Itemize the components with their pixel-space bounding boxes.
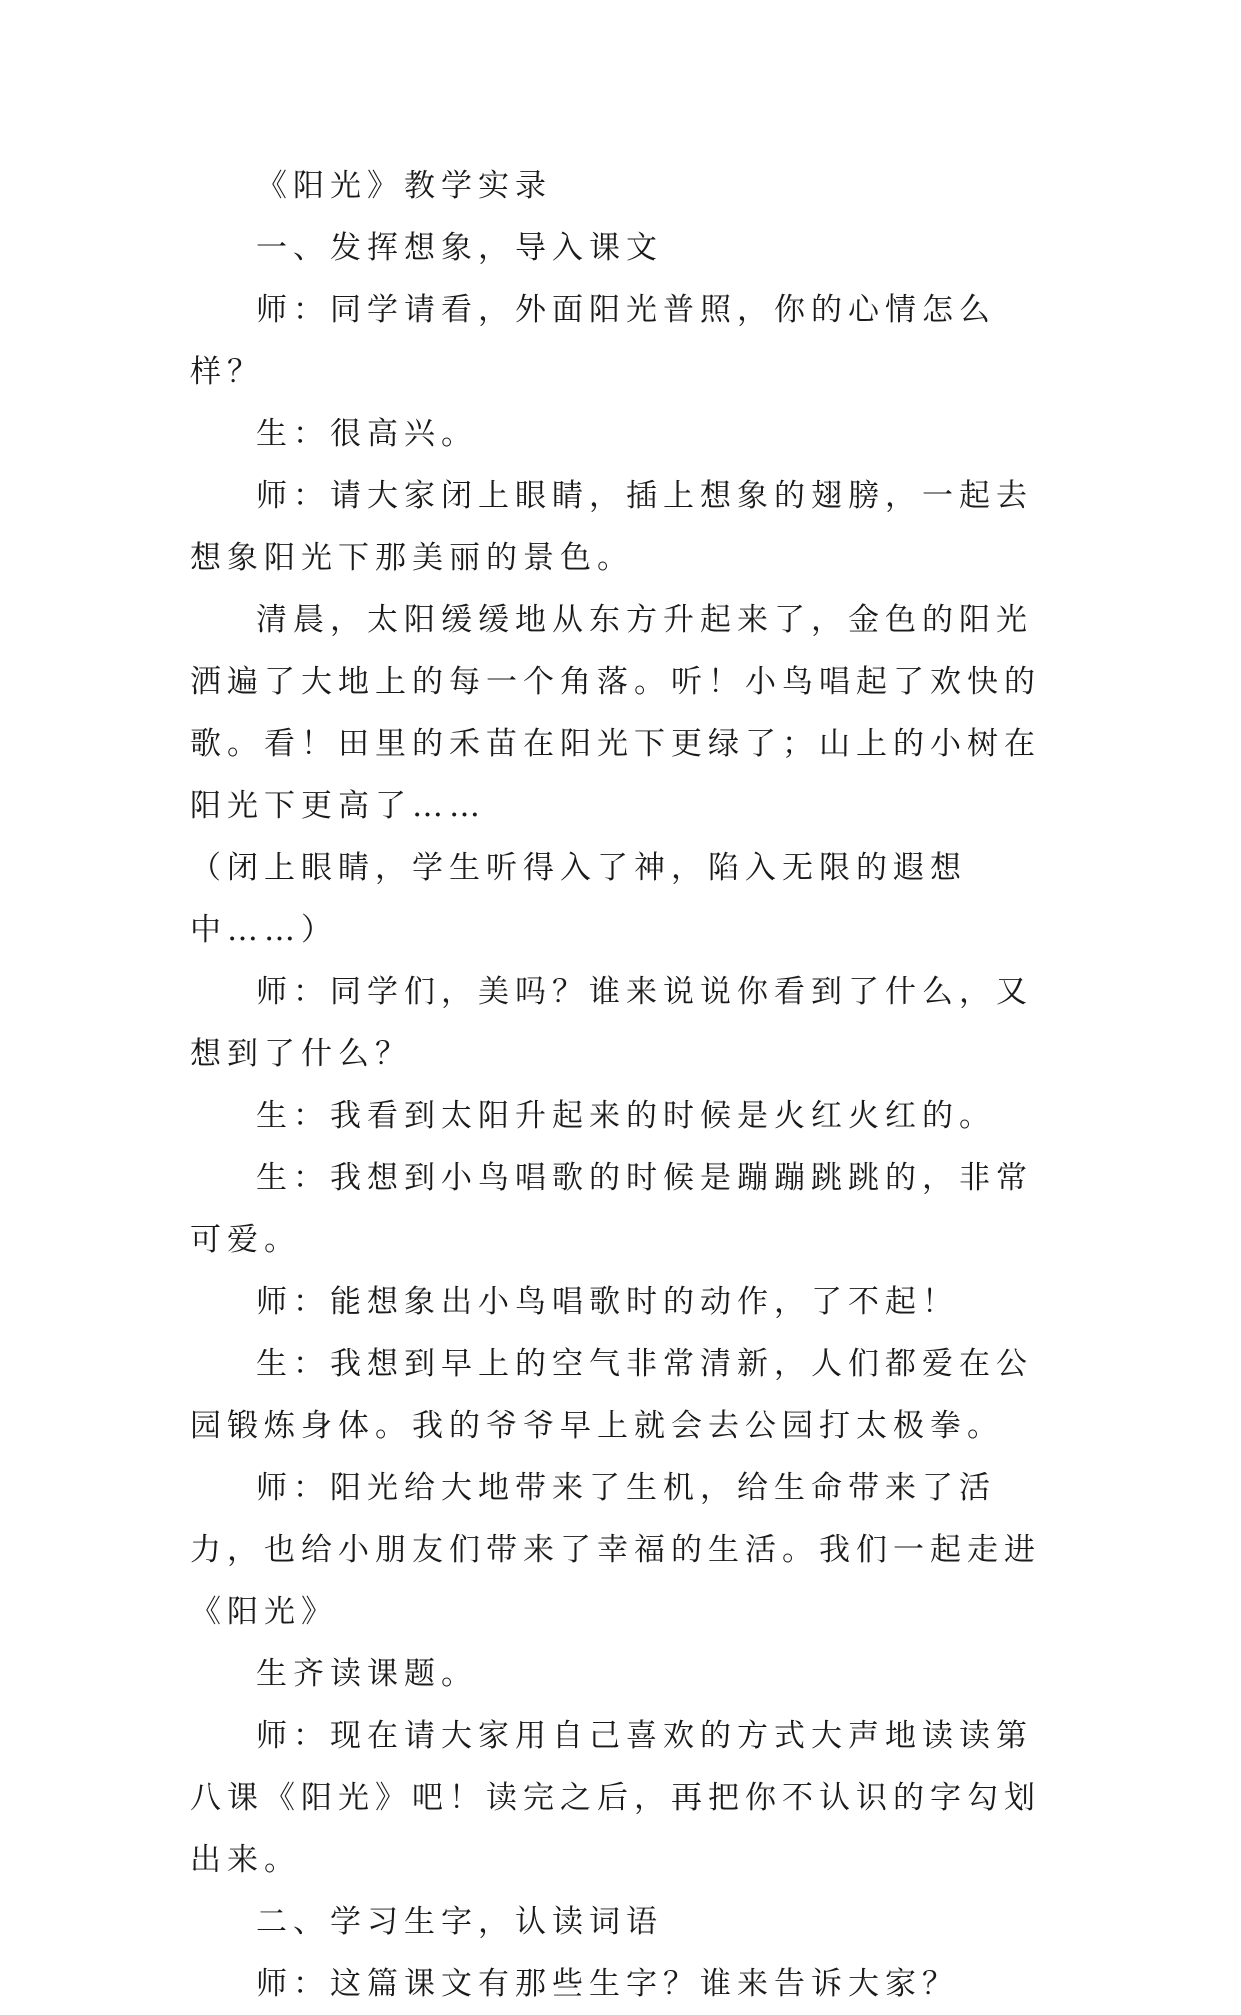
paragraph: 清晨，太阳缓缓地从东方升起来了，金色的阳光洒遍了大地上的每一个角落。听！小鸟唱起了欢快的歌。看！田里的禾苗在阳光下更绿了；山上的小树在阳光下更高了…… <box>190 602 1041 824</box>
paragraph: 生：我看到太阳升起来的时候是火红火红的。 <box>256 1098 996 1134</box>
document-body <box>190 155 1050 2015</box>
paragraph: 生：我想到早上的空气非常清新，人们都爱在公园锻炼身体。我的爷爷早上就会去公园打太极拳。 <box>190 1346 1033 1444</box>
section-heading-2: 二、学习生字，认读词语 <box>256 1904 663 1940</box>
paragraph: 生：很高兴。 <box>256 416 478 452</box>
section-heading-1: 一、发挥想象，导入课文 <box>256 230 663 266</box>
paragraph: 师：现在请大家用自己喜欢的方式大声地读读第八课《阳光》吧！读完之后，再把你不认识的字勾划出来。 <box>190 1718 1041 1878</box>
paragraph: 生：我想到小鸟唱歌的时候是蹦蹦跳跳的，非常可爱。 <box>190 1160 1033 1258</box>
paragraph: 师：请大家闭上眼睛，插上想象的翅膀，一起去想象阳光下那美丽的景色。 <box>190 478 1033 576</box>
paragraph: 师：这篇课文有那些生字？谁来告诉大家？ <box>256 1966 959 2002</box>
paragraph: 师：能想象出小鸟唱歌时的动作，了不起！ <box>256 1284 959 1320</box>
paragraph: 师：同学请看，外面阳光普照，你的心情怎么样？ <box>190 292 996 390</box>
document-title: 《阳光》教学实录 <box>256 168 552 204</box>
paragraph: 师：同学们，美吗？谁来说说你看到了什么，又想到了什么？ <box>190 974 1033 1072</box>
paragraph: 生齐读课题。 <box>256 1656 478 1692</box>
paragraph: 师：阳光给大地带来了生机，给生命带来了活力，也给小朋友们带来了幸福的生活。我们一起走进《阳光》 <box>190 1470 1041 1630</box>
paragraph: （闭上眼睛，学生听得入了神，陷入无限的遐想中……） <box>190 850 967 948</box>
